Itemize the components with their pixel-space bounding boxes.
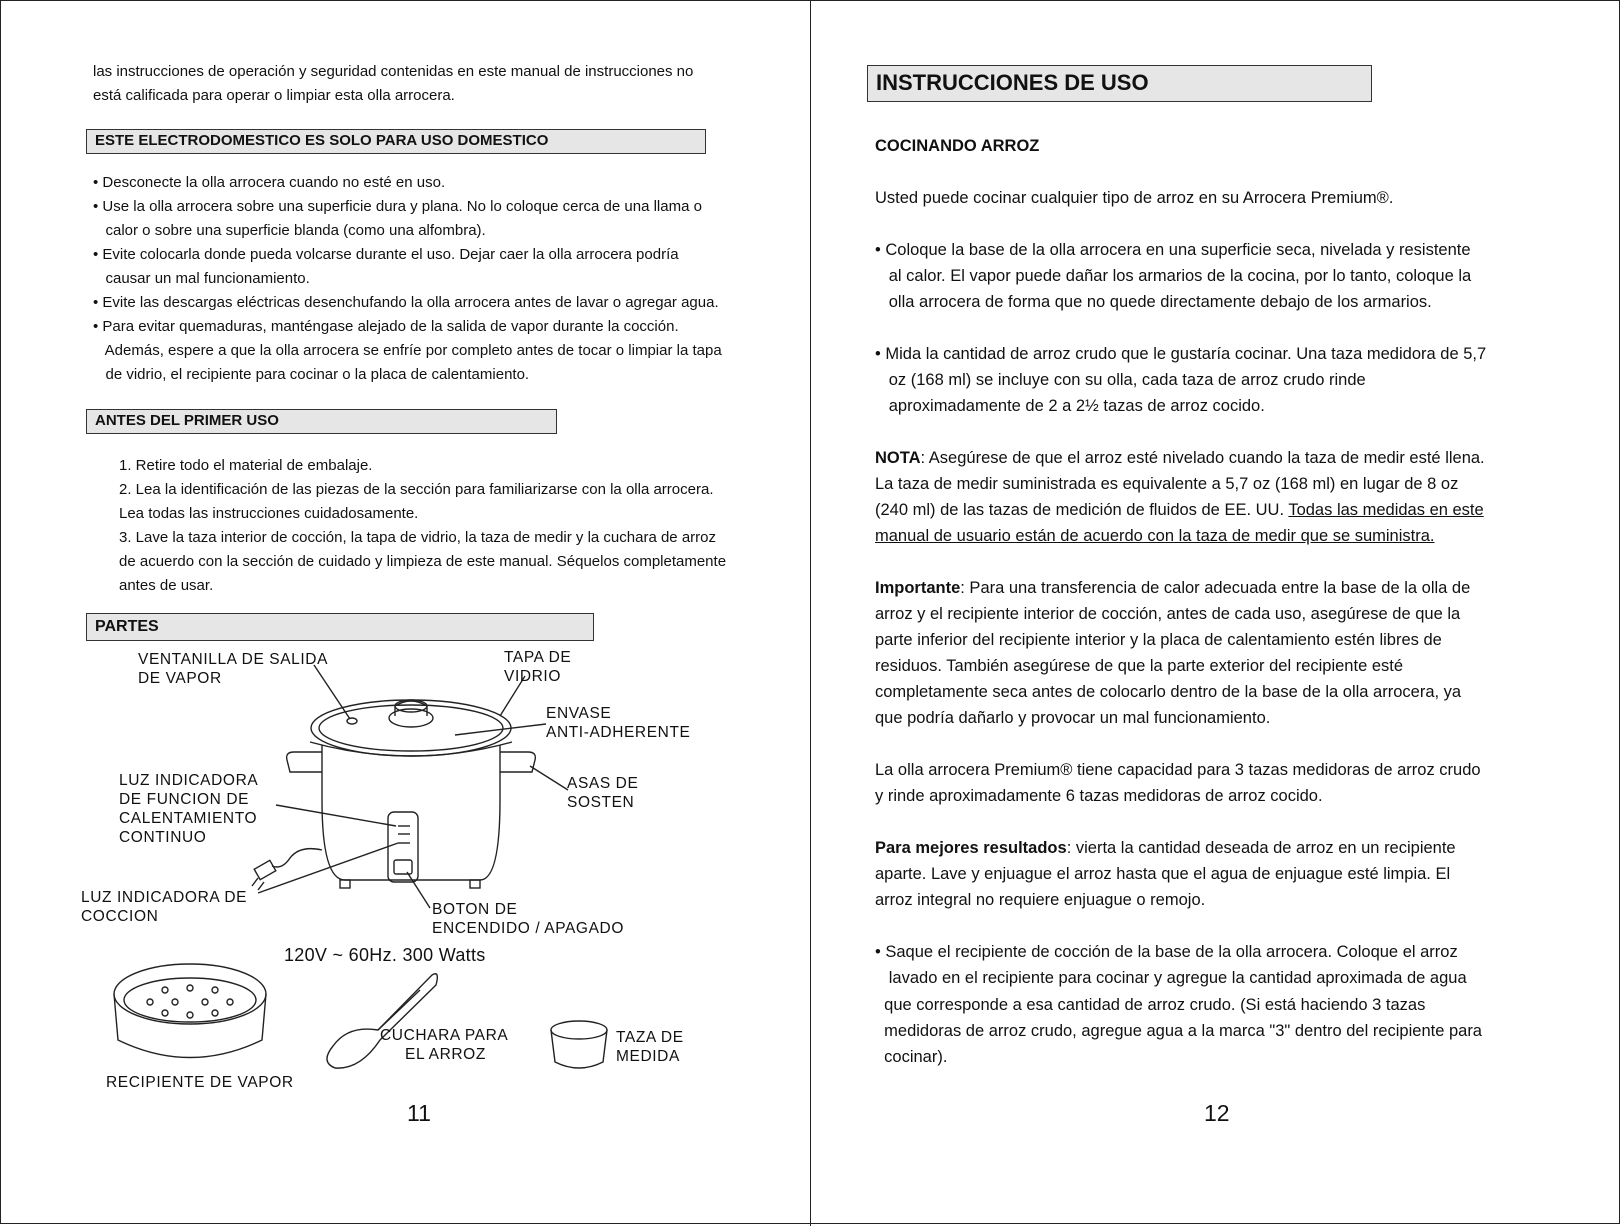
- power-cord-shape: [272, 849, 322, 867]
- best-line-3: arroz integral no requiere enjuague o remojo.: [875, 891, 1206, 909]
- list-item: 3. Lave la taza interior de cocción, la tapa de vidrio, la taza de medir y la cuchara de arroz: [119, 529, 716, 546]
- note-text: : Asegúrese de que el arroz esté nivelado cuando la taza de medir esté llena.: [920, 449, 1485, 467]
- handle-left-shape: [287, 752, 322, 772]
- list-item: • Desconecte la olla arrocera cuando no esté en uso.: [93, 174, 446, 191]
- capacity-line-1: La olla arrocera Premium® tiene capacidad para 3 tazas medidoras de arroz crudo: [875, 761, 1481, 779]
- note-line-4: [875, 523, 1435, 549]
- steam-vent-shape: [347, 718, 357, 724]
- section-heading-parts: PARTES: [86, 613, 594, 641]
- list-item: 2. Lea la identificación de las piezas de la sección para familiarizarse con la olla arrocera.: [119, 481, 714, 498]
- intro-line-2: está calificada para operar o limpiar esta olla arrocera.: [93, 87, 455, 104]
- list-item: de vidrio, el recipiente para cocinar o la placa de calentamiento.: [93, 366, 530, 383]
- page-number: 11: [407, 1100, 431, 1126]
- list-item: Además, espere a que la olla arrocera se enfríe por completo antes de tocar o limpiar la tapa: [93, 342, 722, 359]
- label-cup-1: TAZA DE: [616, 1029, 684, 1046]
- section-heading-domestic: ESTE ELECTRODOMESTICO ES SOLO PARA USO DOMESTICO: [86, 129, 706, 154]
- right-page: [811, 0, 1622, 1226]
- list-item: Lea todas las instrucciones cuidadosamente.: [119, 505, 419, 522]
- control-panel-shape: [388, 812, 418, 882]
- label-steamer: RECIPIENTE DE VAPOR: [106, 1074, 294, 1091]
- bullet-3-line-4: medidoras de arroz crudo, agregue agua a la marca "3" dentro del recipiente para: [875, 1022, 1482, 1040]
- section-heading-first-use: ANTES DEL PRIMER USO: [86, 409, 557, 434]
- bullet-1-line-3: olla arrocera de forma que no quede directamente debajo de los armarios.: [875, 293, 1432, 311]
- bullet-2-line-1: • Mida la cantidad de arroz crudo que le gustaría cocinar. Una taza medidora de 5,7: [875, 345, 1487, 363]
- label-spoon-1: CUCHARA PARA: [380, 1027, 509, 1044]
- list-item: • Para evitar quemaduras, manténgase alejado de la salida de vapor durante la cocción.: [93, 318, 679, 335]
- important-label: Importante: [875, 579, 961, 597]
- list-item: de acuerdo con la sección de cuidado y limpieza de este manual. Séquelos completamente: [119, 553, 727, 570]
- list-item: • Evite las descargas eléctricas desenchufando la olla arrocera antes de lavar o agregar agua.: [93, 294, 719, 311]
- handle-right-shape: [500, 752, 535, 772]
- best-text: : vierta la cantidad deseada de arroz en un recipiente: [1066, 839, 1456, 857]
- label-steam-vent-2: DE VAPOR: [138, 670, 222, 687]
- page-number: 12: [1204, 1100, 1230, 1126]
- important-line-6: que podría dañarlo y provocar un mal funcionamiento.: [875, 709, 1271, 727]
- label-cup-2: MEDIDA: [616, 1048, 680, 1065]
- label-handles-1: ASAS DE: [567, 775, 639, 792]
- bullet-1-line-1: • Coloque la base de la olla arrocera en una superficie seca, nivelada y resistente: [875, 241, 1471, 259]
- note-line-3: [875, 497, 1484, 523]
- label-rating: 120V ~ 60Hz. 300 Watts: [284, 945, 486, 965]
- note-underlined: manual de usuario están de acuerdo con la taza de medir que se suministra.: [875, 527, 1435, 545]
- plug-shape: [254, 860, 276, 879]
- list-item: • Use la olla arrocera sobre una superficie dura y plana. No lo coloque cerca de una llama o: [93, 198, 702, 215]
- label-cook-light-1: LUZ INDICADORA DE: [81, 889, 248, 906]
- page-title: INSTRUCCIONES DE USO: [867, 65, 1372, 102]
- capacity-line-2: y rinde aproximadamente 6 tazas medidoras de arroz cocido.: [875, 787, 1323, 805]
- best-line-2: aparte. Lave y enjuague el arroz hasta que el agua de enjuague esté limpia. El: [875, 865, 1451, 883]
- label-power-switch-2: ENCENDIDO / APAGADO: [432, 920, 624, 937]
- label-handles-2: SOSTEN: [567, 794, 635, 811]
- best-label: Para mejores resultados: [875, 839, 1067, 857]
- important-text: : Para una transferencia de calor adecuada entre la base de la olla de: [960, 579, 1471, 597]
- list-item: antes de usar.: [119, 577, 214, 594]
- bullet-2-line-2: oz (168 ml) se incluye con su olla, cada taza de arroz crudo rinde: [875, 371, 1366, 389]
- note-label: NOTA: [875, 449, 921, 467]
- note-underlined: Todas las medidas en este: [1288, 501, 1484, 519]
- label-spoon-2: EL ARROZ: [405, 1046, 486, 1063]
- intro-line-1: las instrucciones de operación y seguridad contenidas en este manual de instrucciones no: [93, 63, 694, 80]
- label-power-switch-1: BOTON DE: [432, 901, 518, 918]
- bullet-3-line-3: que corresponde a esa cantidad de arroz crudo. (Si está haciendo 3 tazas: [875, 996, 1426, 1014]
- label-warm-light-1: LUZ INDICADORA: [119, 772, 259, 789]
- important-line-2: arroz y el recipiente interior de cocción, antes de cada uso, asegúrese de que la: [875, 605, 1461, 623]
- label-steam-vent-1: VENTANILLA DE SALIDA: [138, 651, 329, 668]
- subheading: COCINANDO ARROZ: [875, 137, 1040, 155]
- note-line-2: La taza de medir suministrada es equivalente a 5,7 oz (168 ml) en lugar de 8 oz: [875, 475, 1459, 493]
- label-glass-lid-2: VIDRIO: [504, 668, 561, 685]
- measuring-cup-shape: [551, 1021, 607, 1039]
- steamer-holes: [147, 985, 233, 1018]
- left-page: [0, 0, 810, 1226]
- important-line-5: completamente seca antes de colocarlo dentro de la base de la olla arrocera, ya: [875, 683, 1462, 701]
- label-warm-light-3: CALENTAMIENTO: [119, 810, 258, 827]
- list-item: • Evite colocarla donde pueda volcarse durante el uso. Dejar caer la olla arrocera podría: [93, 246, 679, 263]
- label-inner-pot-2: ANTI-ADHERENTE: [546, 724, 691, 741]
- label-warm-light-2: DE FUNCION DE: [119, 791, 250, 808]
- label-warm-light-4: CONTINUO: [119, 829, 207, 846]
- bullet-2-line-3: aproximadamente de 2 a 2½ tazas de arroz cocido.: [875, 397, 1265, 415]
- important-line-4: residuos. También asegúrese de que la parte exterior del recipiente esté: [875, 657, 1404, 675]
- label-glass-lid-1: TAPA DE: [504, 649, 572, 666]
- note-text: (240 ml) de las tazas de medición de fluidos de EE. UU.: [875, 501, 1289, 519]
- bullet-1-line-2: al calor. El vapor puede dañar los armarios de la cocina, por lo tanto, coloque la: [875, 267, 1472, 285]
- label-inner-pot-1: ENVASE: [546, 705, 612, 722]
- cooker-body-rim: [310, 742, 512, 756]
- bullet-3-line-2: lavado en el recipiente para cocinar y agregue la cantidad aproximada de agua: [875, 969, 1467, 987]
- label-cook-light-2: COCCION: [81, 908, 159, 925]
- important-line-3: parte inferior del recipiente interior y la placa de calentamiento estén libres de: [875, 631, 1442, 649]
- note-line-1: [875, 445, 1485, 471]
- list-item: 1. Retire todo el material de embalaje.: [119, 457, 373, 474]
- bullet-3-line-5: cocinar).: [875, 1048, 948, 1066]
- list-item: causar un mal funcionamiento.: [93, 270, 310, 287]
- list-item: calor o sobre una superficie blanda (como una alfombra).: [93, 222, 486, 239]
- important-line-1: [875, 575, 1470, 601]
- intro-paragraph: Usted puede cocinar cualquier tipo de arroz en su Arrocera Premium®.: [875, 189, 1394, 207]
- bullet-3-line-1: • Saque el recipiente de cocción de la base de la olla arrocera. Coloque el arroz: [875, 943, 1458, 961]
- best-line-1: [875, 835, 1456, 861]
